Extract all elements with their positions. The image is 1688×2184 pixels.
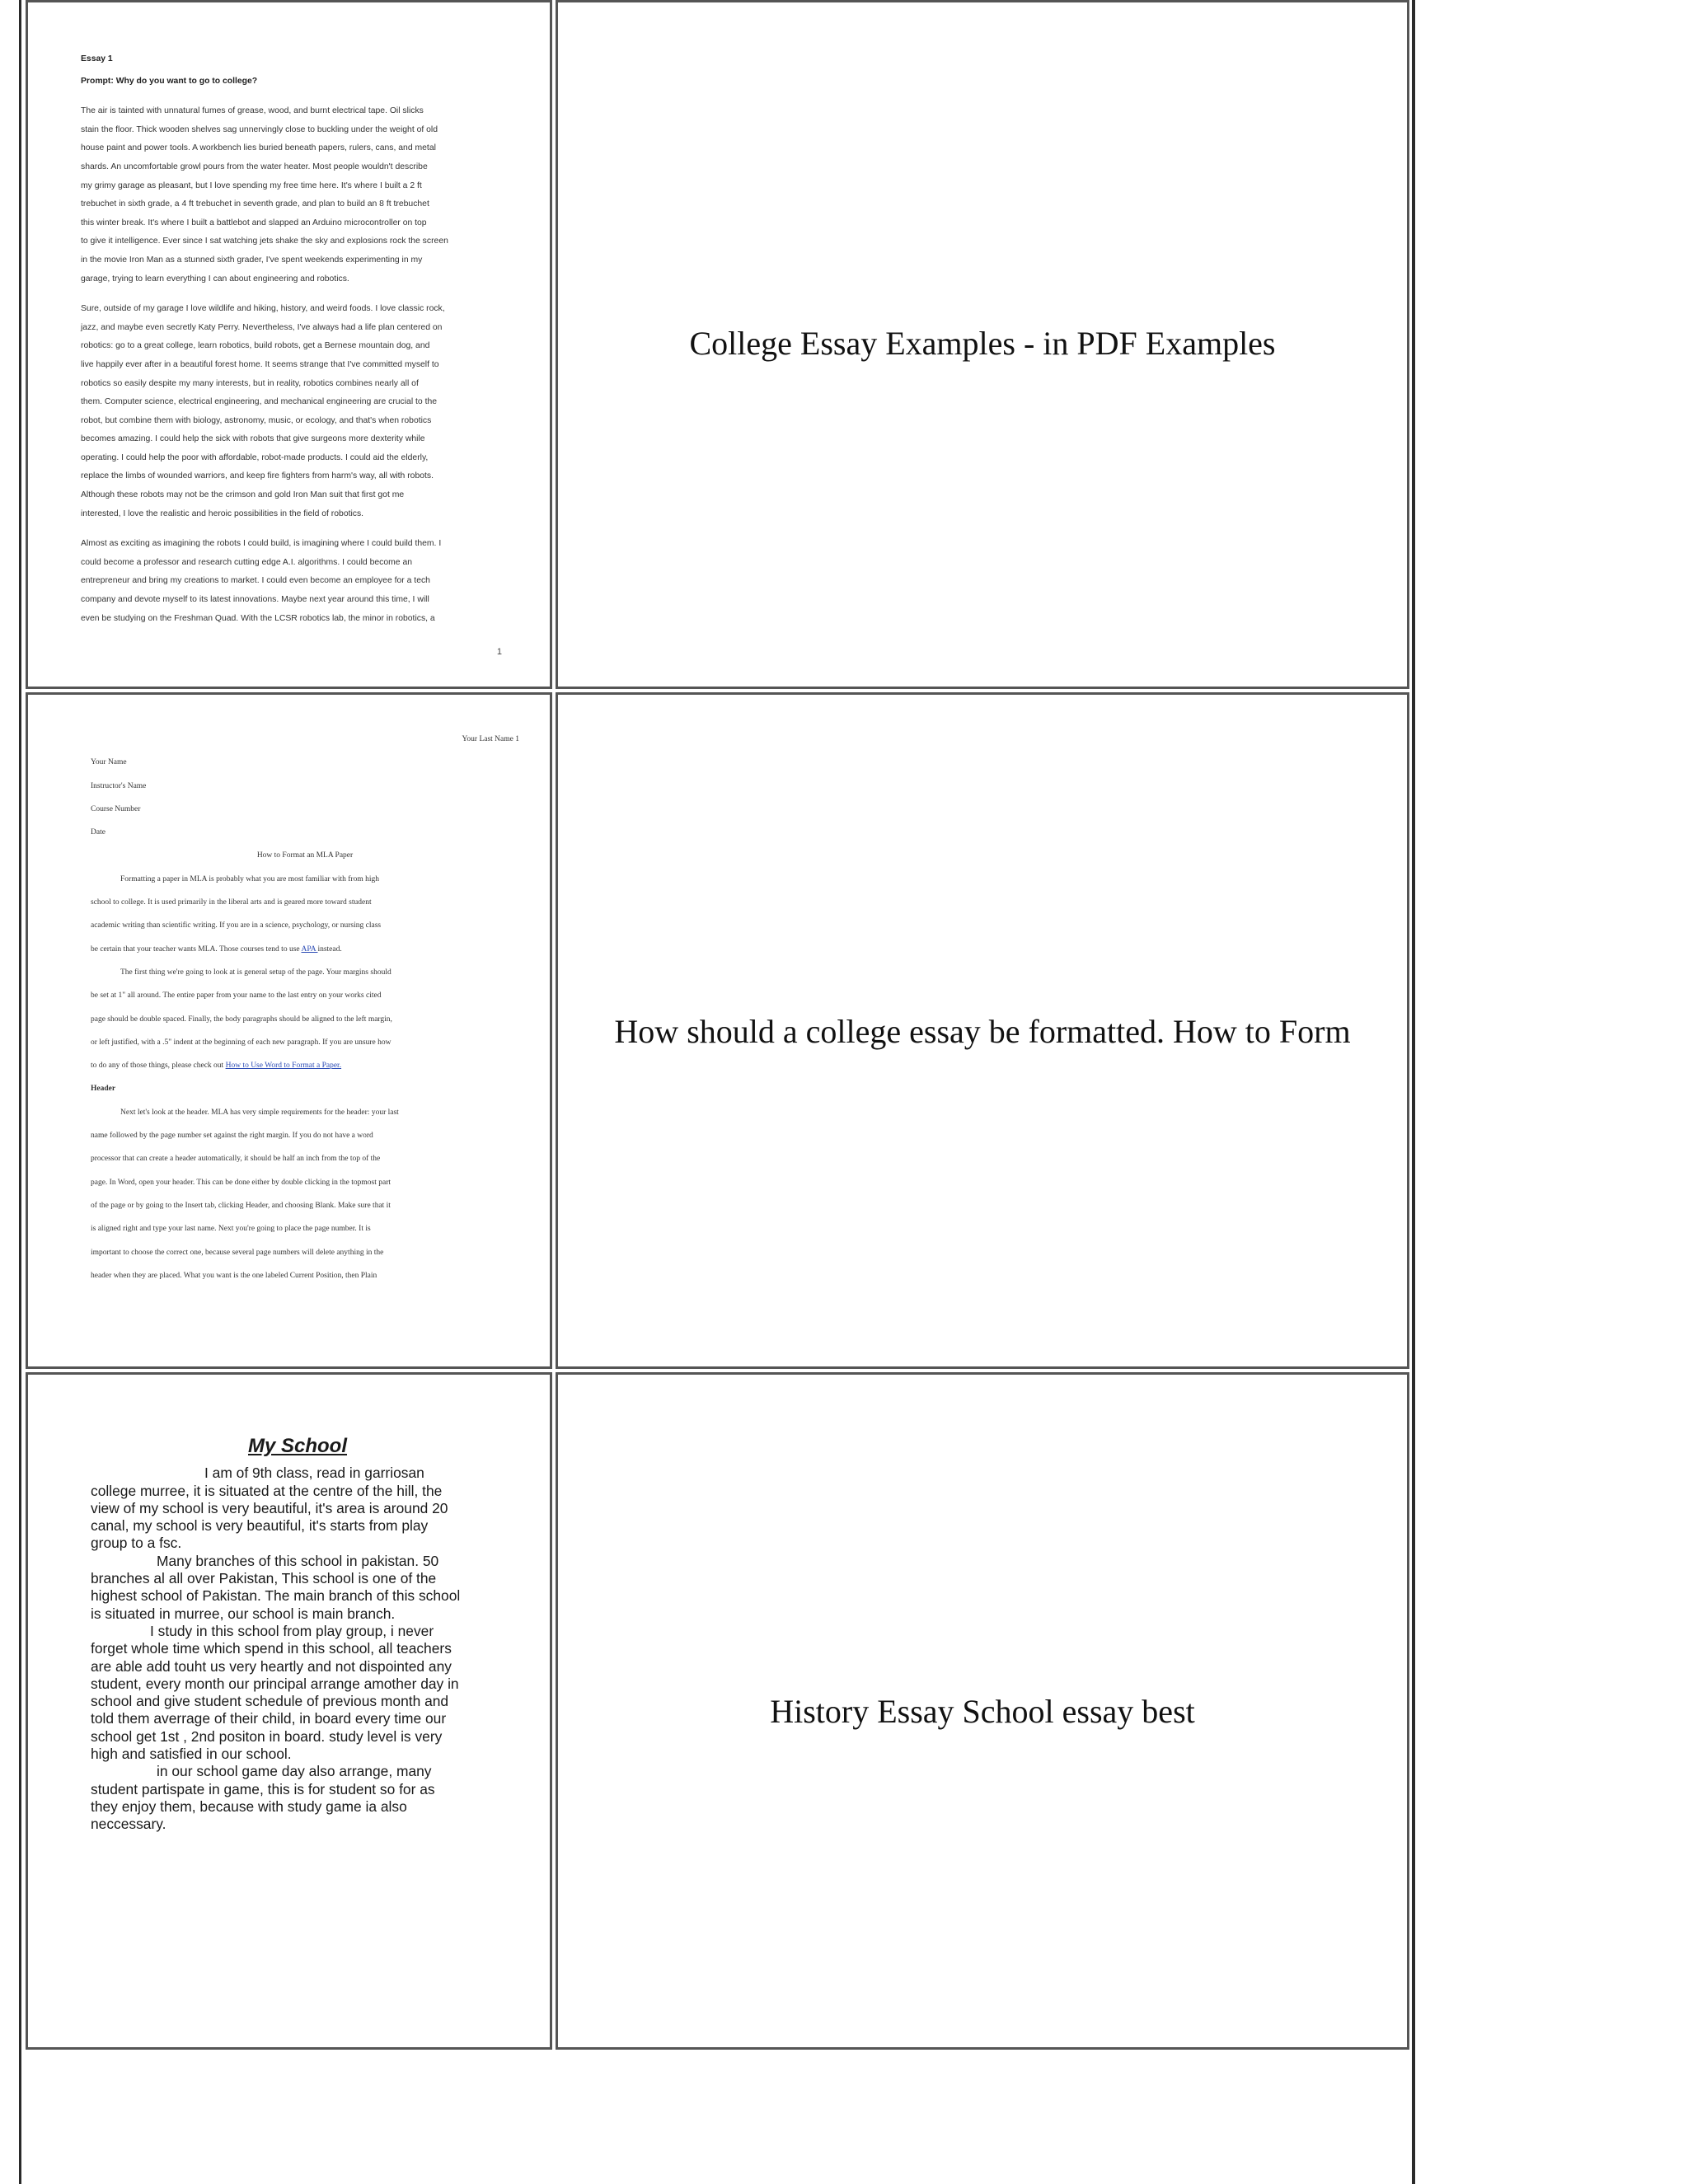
school-essay-line: view of my school is very beautiful, it's area is around 20 [91,1499,448,1516]
school-essay-line: canal, my school is very beautiful, it's starts from play [91,1517,429,1535]
essay-line: my grimy garage as pleasant, but I love spending my free time here. It's where I built a 2 ft [81,180,422,190]
mla-line: processor that can create a header automatically, it should be half an inch from the top of the [91,1155,381,1164]
mla-line [91,1054,519,1077]
mla-line-text: or left justified, with a .5" indent at the beginning of each new paragraph. If you are unsure how [91,1038,392,1047]
mla-line-text: instead. [317,944,342,954]
caption-history-essay[interactable]: History Essay School essay best [770,1693,1195,1730]
mla-your-name: Your Name [91,758,127,767]
school-essay-line: told them averrage of their child, in board every time our [91,1710,447,1727]
essay-line: to give it intelligence. Ever since I sat watching jets shake the sky and explosions rock the screen [81,237,448,246]
apa-link[interactable]: APA [301,944,318,954]
school-essay-line: they enjoy them, because with study game ia also [91,1797,407,1815]
essay-prompt: Prompt: Why do you want to go to college? [81,76,258,86]
essay-line: garage, trying to learn everything I can about engineering and robotics. [81,274,349,284]
school-essay-line: high and satisfied in our school. [91,1746,292,1763]
mla-line-text: The first thing we're going to look at is general setup of the page. Your margins should [120,968,392,977]
essay-label: Essay 1 [81,54,113,63]
school-essay-line: school and give student schedule of previous month and [91,1693,449,1710]
mla-paragraph-3 [91,1101,519,1287]
school-essay-line: is situated in murree, our school is main branch. [91,1605,396,1622]
essay-line: becomes amazing. I could help the sick with robots that give surgeons more dexterity while [81,434,425,444]
mla-line: name followed by the page number set against the right margin. If you do not have a word [91,1132,373,1141]
word-format-link[interactable]: How to Use Word to Format a Paper. [225,1062,342,1071]
essay-line: could become a professor and research cutting edge A.I. algorithms. I could become an [81,557,413,567]
school-essay-line: in our school game day also arrange, many [157,1763,432,1780]
essay-line: operating. I could help the poor with affordable, robot-made products. I could aid the elderly, [81,452,429,462]
mla-running-header: Your Last Name 1 [462,735,519,743]
mla-line: of the page or by going to the Insert tab, clicking Header, and choosing Blank. Make sure that it [91,1201,391,1210]
mla-line [91,914,519,937]
page-border-right [1412,0,1415,2184]
mla-line [91,1008,519,1031]
mla-date: Date [91,828,106,837]
school-essay-line: student, every month our principal arrange amother day in [91,1675,459,1692]
mla-paragraph-2 [91,961,519,1077]
mla-line-text: be set at 1" all around. The entire paper from your name to the last entry on your works cited [91,991,382,1001]
essay-line: live happily ever after in a beautiful forest home. It seems strange that I've committed myself to [81,359,439,369]
essay-line: replace the limbs of wounded warriors, and keep fire fighters from harm's way, all with robots. [81,471,434,481]
school-essay-line: college murree, it is situated at the centre of the hill, the [91,1482,443,1499]
mla-title: How to Format an MLA Paper [256,851,354,860]
essay-line: Sure, outside of my garage I love wildlife and hiking, history, and weird foods. I love classic rock, [81,304,445,314]
mla-instructor-name: Instructor's Name [91,781,147,790]
school-essay-thumbnail-cell[interactable] [26,1372,552,2050]
caption-cell-3[interactable] [556,1372,1409,2050]
essay-line: them. Computer science, electrical engineering, and mechanical engineering are crucial to the [81,397,438,407]
school-essay-document [91,1437,519,1834]
mla-line-text: page should be double spaced. Finally, the body paragraphs should be aligned to the left margin, [91,1015,392,1024]
mla-line-text: Formatting a paper in MLA is probably what you are most familiar with from high [120,874,379,883]
mla-line-text: school to college. It is used primarily in the liberal arts and is geared more toward student [91,898,372,907]
mla-subheading-header: Header [91,1085,116,1094]
school-essay-line: student partispate in game, this is for student so for as [91,1780,435,1797]
essay-line: Although these robots may not be the crimson and gold Iron Man suit that first got me [81,490,405,500]
school-essay-line: neccessary. [91,1816,166,1833]
school-essay-title: My School [247,1435,347,1457]
caption-cell-2[interactable] [556,692,1409,1369]
mla-line-text: academic writing than scientific writing. If you are in a science, psychology, or nursing class [91,921,382,930]
mla-document [91,728,519,1287]
essay-paragraph-3 [81,535,538,628]
essay-paragraph-2 [81,300,538,523]
essay-paragraph-1 [81,102,538,288]
caption-college-essay-examples[interactable]: College Essay Examples - in PDF Examples [689,325,1276,362]
essay-line: Almost as exciting as imagining the robots I could build, is imagining where I could build them. I [81,539,442,549]
mla-paragraph-1 [91,868,519,961]
essay-line: trebuchet in sixth grade, a 4 ft trebuchet in seventh grade, and plan to build an 8 ft trebuchet [81,199,429,209]
mla-course-number: Course Number [91,804,141,813]
essay-line: even be studying on the Freshman Quad. With the LCSR robotics lab, the minor in robotics, a [81,613,435,623]
essay-page-number: 1 [496,647,502,657]
mla-line: Next let's look at the header. MLA has very simple requirements for the header: your last [120,1108,399,1117]
essay-line: company and devote myself to its latest innovations. Maybe next year around this time, I will [81,595,429,605]
school-essay-line: group to a fsc. [91,1535,182,1552]
page-border-left [19,0,21,2184]
mla-line [91,961,519,984]
school-essay-line: highest school of Pakistan. The main branch of this school [91,1587,461,1605]
caption-cell-1[interactable] [556,0,1409,689]
essay-line: house paint and power tools. A workbench lies buried beneath papers, rulers, cans, and metal [81,143,436,153]
mla-line-text: be certain that your teacher wants MLA. Those courses tend to use [91,944,302,954]
mla-line [91,868,519,891]
school-essay-line: Many branches of this school in pakistan. 50 [157,1552,439,1569]
mla-line: is aligned right and type your last name. Next you're going to place the page number. It is [91,1225,371,1234]
caption-college-essay-format[interactable]: How should a college essay be formatted. How to Form [614,1013,1351,1050]
mla-thumbnail-cell[interactable] [26,692,552,1369]
essay-line: stain the floor. Thick wooden shelves sag unnervingly close to buckling under the weight of old [81,124,438,134]
mla-line [91,1031,519,1054]
mla-line [91,938,519,961]
school-essay-line: I study in this school from play group, i never [150,1622,434,1639]
essay-document [81,50,538,628]
essay-line: robotics: go to a great college, learn robotics, build robots, get a Bernese mountain dog, and [81,341,430,351]
school-essay-line: are able add touht us very heartly and not dispointed any [91,1657,452,1675]
school-essay-line: school get 1st , 2nd positon in board. study level is very [91,1727,443,1745]
mla-line: important to choose the correct one, because several page numbers will delete anything in the [91,1248,384,1257]
essay-thumbnail-cell[interactable] [26,0,552,689]
mla-line: header when they are placed. What you want is the one labeled Current Position, then Plain [91,1271,377,1280]
school-essay-line: branches al all over Pakistan, This school is one of the [91,1570,437,1587]
mla-line: page. In Word, open your header. This can be done either by double clicking in the topmost part [91,1178,392,1187]
school-essay-line: I am of 9th class, read in garriosan [204,1465,424,1482]
essay-line: this winter break. It's where I built a battlebot and slapped an Arduino microcontroller on top [81,218,427,227]
essay-line: shards. An uncomfortable growl pours from the water heater. Most people wouldn't describe [81,162,428,171]
essay-line: robot, but combine them with biology, astronomy, music, or ecology, and that's when robotics [81,415,432,425]
mla-line-text: to do any of those things, please check out [91,1062,226,1071]
essay-line: entrepreneur and bring my creations to market. I could even become an employee for a tech [81,576,430,586]
school-essay-line: forget whole time which spend in this school, all teachers [91,1640,452,1657]
essay-line: robotics so easily despite my many interests, but in reality, robotics combines nearly all of [81,378,419,388]
essay-line: jazz, and maybe even secretly Katy Perry. Nevertheless, I've always had a life plan centered on [81,322,443,332]
school-essay-body [91,1465,519,1833]
essay-line: The air is tainted with unnatural fumes of grease, wood, and burnt electrical tape. Oil slicks [81,106,424,116]
essay-line: interested, I love the realistic and heroic possibilities in the field of robotics. [81,509,364,518]
mla-line [91,984,519,1007]
mla-line [91,891,519,914]
essay-line: in the movie Iron Man as a stunned sixth grader, I've spent weekends experimenting in my [81,255,423,265]
